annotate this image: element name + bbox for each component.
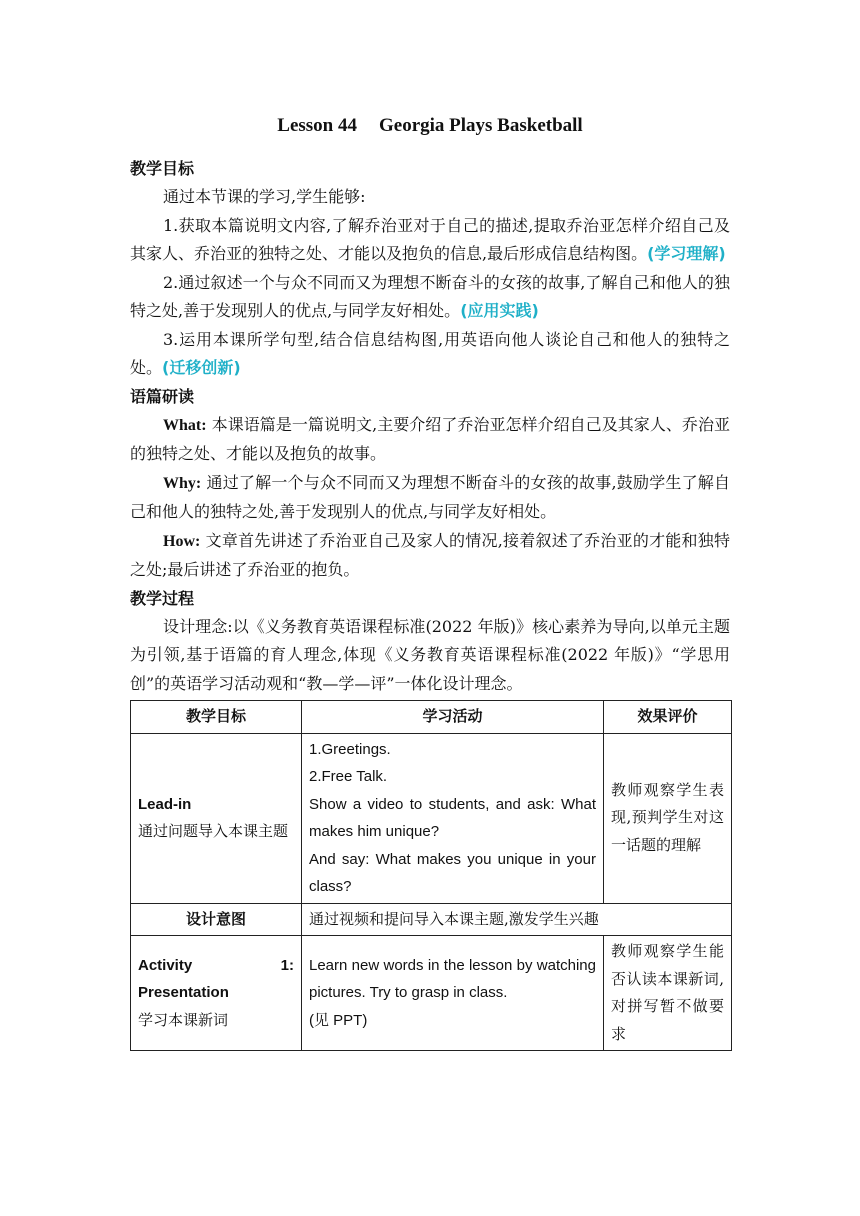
why-label: Why: bbox=[163, 474, 202, 492]
intent-text: 通过视频和提问导入本课主题,激发学生兴趣 bbox=[302, 903, 732, 936]
analysis-why: Why: 通过了解一个与众不同而又为理想不断奋斗的女孩的故事,鼓励学生了解自己和他人的独特之处,善于发现别人的优点,与同学友好相处。 bbox=[130, 472, 730, 521]
objective-item-3: 3.运用本课所学句型,结合信息结构图,用英语向他人谈论自己和他人的独特之处。(迁移创新) bbox=[130, 329, 730, 377]
objective-item-2: 2.通过叙述一个与众不同而又为理想不断奋斗的女孩的故事,了解自己和他人的独特之处,善于发现别人的优点,与同学友好相处。(应用实践) bbox=[130, 272, 730, 320]
activity1-stage-desc: 学习本课新词 bbox=[138, 1010, 229, 1029]
process-heading: 教学过程 bbox=[130, 588, 195, 608]
header-objective: 教学目标 bbox=[131, 701, 302, 734]
header-evaluation: 效果评价 bbox=[604, 701, 732, 734]
header-activity: 学习活动 bbox=[302, 701, 604, 734]
leadin-activity-cell bbox=[302, 733, 604, 903]
leadin-stage-desc: 通过问题导入本课主题 bbox=[138, 822, 289, 840]
analysis-how: How: 文章首先讲述了乔治亚自己及家人的情况,接着叙述了乔治亚的才能和独特之处;最后讲述了乔治亚的抱负。 bbox=[130, 530, 730, 579]
how-label: How: bbox=[163, 532, 201, 550]
leadin-evaluation: 教师观察学生表现,预判学生对这一话题的理解 bbox=[604, 733, 732, 903]
design-concept: 设计理念:以《义务教育英语课程标准(2022 年版)》核心素养为导向,以单元主题为引领,基于语篇的育人理念,体现《义务教育英语课程标准(2022 年版)》“学思用创”的英语学习活动观和“教—学—评”一体化设计理念。 bbox=[130, 616, 730, 693]
activity1-note: (见 PPT) bbox=[309, 1011, 368, 1029]
lesson-number: Lesson 44 bbox=[277, 115, 357, 136]
leadin-stage: Lead-in bbox=[138, 795, 192, 813]
objective-tag-1: (学习理解) bbox=[647, 244, 726, 263]
lesson-name: Georgia Plays Basketball bbox=[378, 115, 583, 136]
table-header-row bbox=[131, 701, 732, 734]
objectives-heading: 教学目标 bbox=[130, 159, 195, 178]
lesson-plan-table bbox=[130, 700, 732, 1051]
analysis-heading: 语篇研读 bbox=[130, 386, 195, 406]
analysis-what: What: 本课语篇是一篇说明文,主要介绍了乔治亚怎样介绍自己及其家人、乔治亚的独特之处、才能以及抱负的故事。 bbox=[130, 414, 730, 463]
objective-tag-2: (应用实践) bbox=[460, 301, 539, 320]
objectives-intro: 通过本节课的学习,学生能够: bbox=[163, 187, 366, 206]
intent-label: 设计意图 bbox=[131, 903, 302, 936]
leadin-activity-3: Show a video to students, and ask: What makes him unique? bbox=[309, 795, 596, 840]
document-body bbox=[130, 155, 730, 1051]
leadin-activity-1: 1.Greetings. bbox=[309, 740, 391, 758]
objective-tag-3: (迁移创新) bbox=[162, 358, 241, 377]
table-row bbox=[131, 903, 732, 936]
activity1-stage-a: Activity bbox=[138, 956, 193, 974]
activity1-stage-cell bbox=[131, 936, 302, 1051]
leadin-stage-cell bbox=[131, 733, 302, 903]
leadin-activity-4: And say: What makes you unique in your class? bbox=[309, 850, 596, 895]
objective-item-1: 1.获取本篇说明文内容,了解乔治亚对于自己的描述,提取乔治亚怎样介绍自己及其家人、乔治亚的独特之处、才能以及抱负的信息,最后形成信息结构图。(学习理解) bbox=[130, 215, 730, 263]
activity1-evaluation: 教师观察学生能否认读本课新词,对拼写暂不做要求 bbox=[604, 936, 732, 1051]
activity1-activity-cell bbox=[302, 936, 604, 1051]
lesson-title bbox=[0, 115, 860, 137]
table-row bbox=[131, 733, 732, 903]
activity1-activity: Learn new words in the lesson by watching pictures. Try to grasp in class. bbox=[309, 956, 596, 1002]
activity1-stage-c: Presentation bbox=[138, 984, 229, 1002]
what-label: What: bbox=[163, 416, 207, 434]
activity1-stage-b: 1: bbox=[280, 956, 294, 974]
table-row bbox=[131, 936, 732, 1051]
leadin-activity-2: 2.Free Talk. bbox=[309, 768, 388, 785]
